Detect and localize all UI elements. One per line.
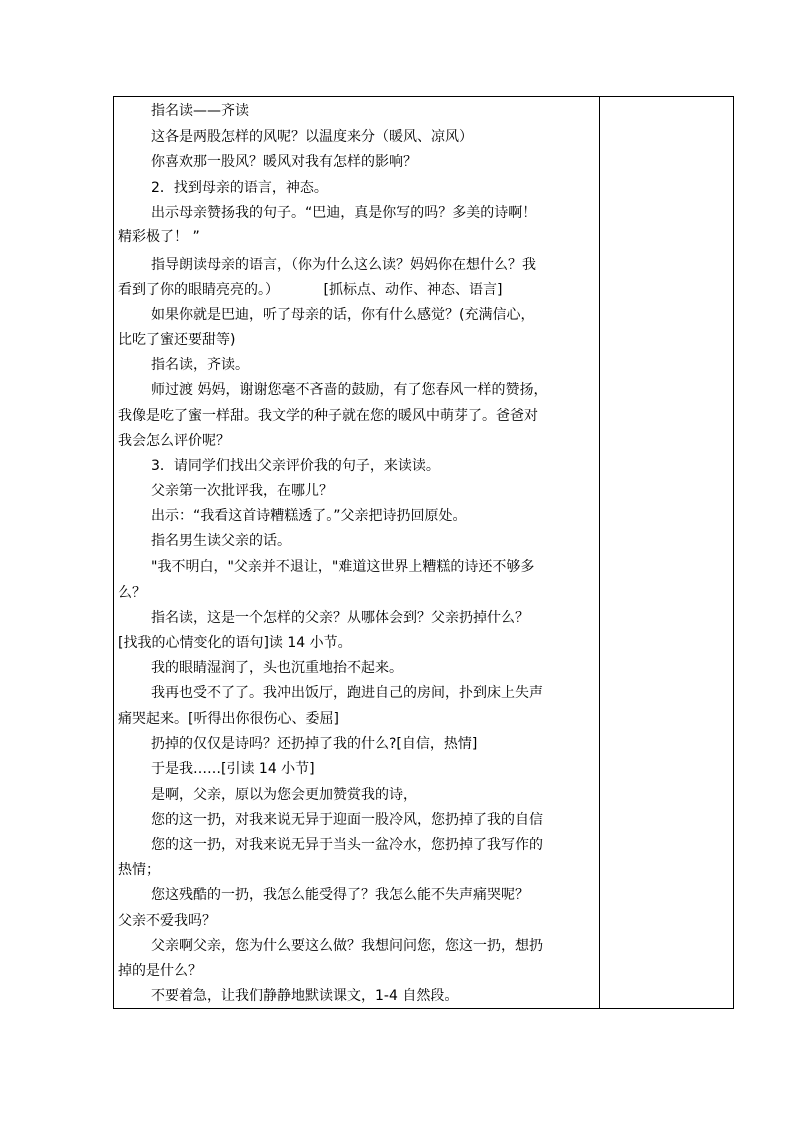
text-line: 比吃了蜜还要甜等) [118, 332, 236, 348]
text-line: 指名读，这是一个怎样的父亲？从哪体会到？父亲扔掉什么？ [151, 610, 529, 626]
text-line: 看到了你的眼睛亮亮的。） [抓标点、动作、神态、语言] [118, 282, 503, 298]
text-line: 我的眼睛湿润了，头也沉重地抬不起来。 [151, 660, 403, 676]
text-line: 指名读，齐读。 [151, 357, 249, 373]
text-line: 3．请同学们找出父亲评价我的句子，来读读。 [151, 458, 440, 474]
text-line: 是啊，父亲，原以为您会更加赞赏我的诗， [151, 787, 417, 803]
text-line: "我不明白，"父亲并不退让，"难道这世界上糟糕的诗还不够多 [151, 559, 535, 575]
text-line: 2．找到母亲的语言，神态。 [151, 180, 328, 196]
text-line: 我再也受不了了。我冲出饭厅，跑进自己的房间，扑到床上失声 [151, 685, 543, 701]
text-line: 出示母亲赞扬我的句子。“巴迪，真是你写的吗？多美的诗啊！ [151, 205, 537, 221]
text-line: [找我的心情变化的语句]读 14 小节。 [118, 635, 352, 651]
text-line: 这各是两股怎样的风呢？以温度来分（暖风、凉风） [151, 129, 473, 145]
text-line: 扔掉的仅仅是诗吗？还扔掉了我的什么?[自信，热情] [151, 736, 478, 752]
text-line: 指名男生读父亲的话。 [151, 533, 291, 549]
text-line: 您的这一扔，对我来说无异于迎面一股冷风，您扔掉了我的自信 [151, 812, 543, 828]
text-line: 您这残酷的一扔，我怎么能受得了？我怎么能不失声痛哭呢？ [151, 887, 529, 903]
lesson-table [113, 96, 734, 1009]
text-line: 你喜欢那一股风？暖风对我有怎样的影响？ [151, 154, 417, 170]
text-line: 么？ [118, 585, 146, 601]
text-line: 指名读——齐读 [151, 103, 249, 119]
text-line: 如果你就是巴迪，听了母亲的话，你有什么感觉？(充满信心， [151, 307, 535, 323]
text-line: 热情； [118, 862, 160, 878]
text-line: 父亲啊父亲，您为什么要这么做？我想问问您，您这一扔，想扔 [151, 938, 543, 954]
text-line: 痛哭起来。[听得出你很伤心、委屈] [118, 711, 339, 727]
lesson-content-cell [118, 97, 596, 1008]
text-line: 于是我……[引读 14 小节] [151, 761, 315, 777]
text-line: 精彩极了！ ” [118, 229, 200, 245]
text-line: 父亲第一次批评我，在哪儿？ [151, 483, 333, 499]
text-line: 我会怎么评价呢？ [118, 433, 230, 449]
text-line: 我像是吃了蜜一样甜。我文学的种子就在您的暖风中萌芽了。爸爸对 [118, 408, 538, 424]
text-line: 不要着急，让我们静静地默读课文，1-4 自然段。 [151, 988, 459, 1004]
text-line: 出示：“我看这首诗糟糕透了。”父亲把诗扔回原处。 [151, 508, 467, 524]
notes-cell [600, 97, 733, 1008]
text-line: 掉的是什么？ [118, 963, 202, 979]
text-line: 指导朗读母亲的语言，（你为什么这么读？妈妈你在想什么？我 [151, 257, 536, 273]
text-line: 父亲不爱我吗？ [118, 913, 216, 929]
text-line: 您的这一扔，对我来说无异于当头一盆冷水，您扔掉了我写作的 [151, 837, 543, 853]
text-line: 师过渡 妈妈，谢谢您毫不吝啬的鼓励，有了您春风一样的赞扬， [151, 382, 548, 398]
